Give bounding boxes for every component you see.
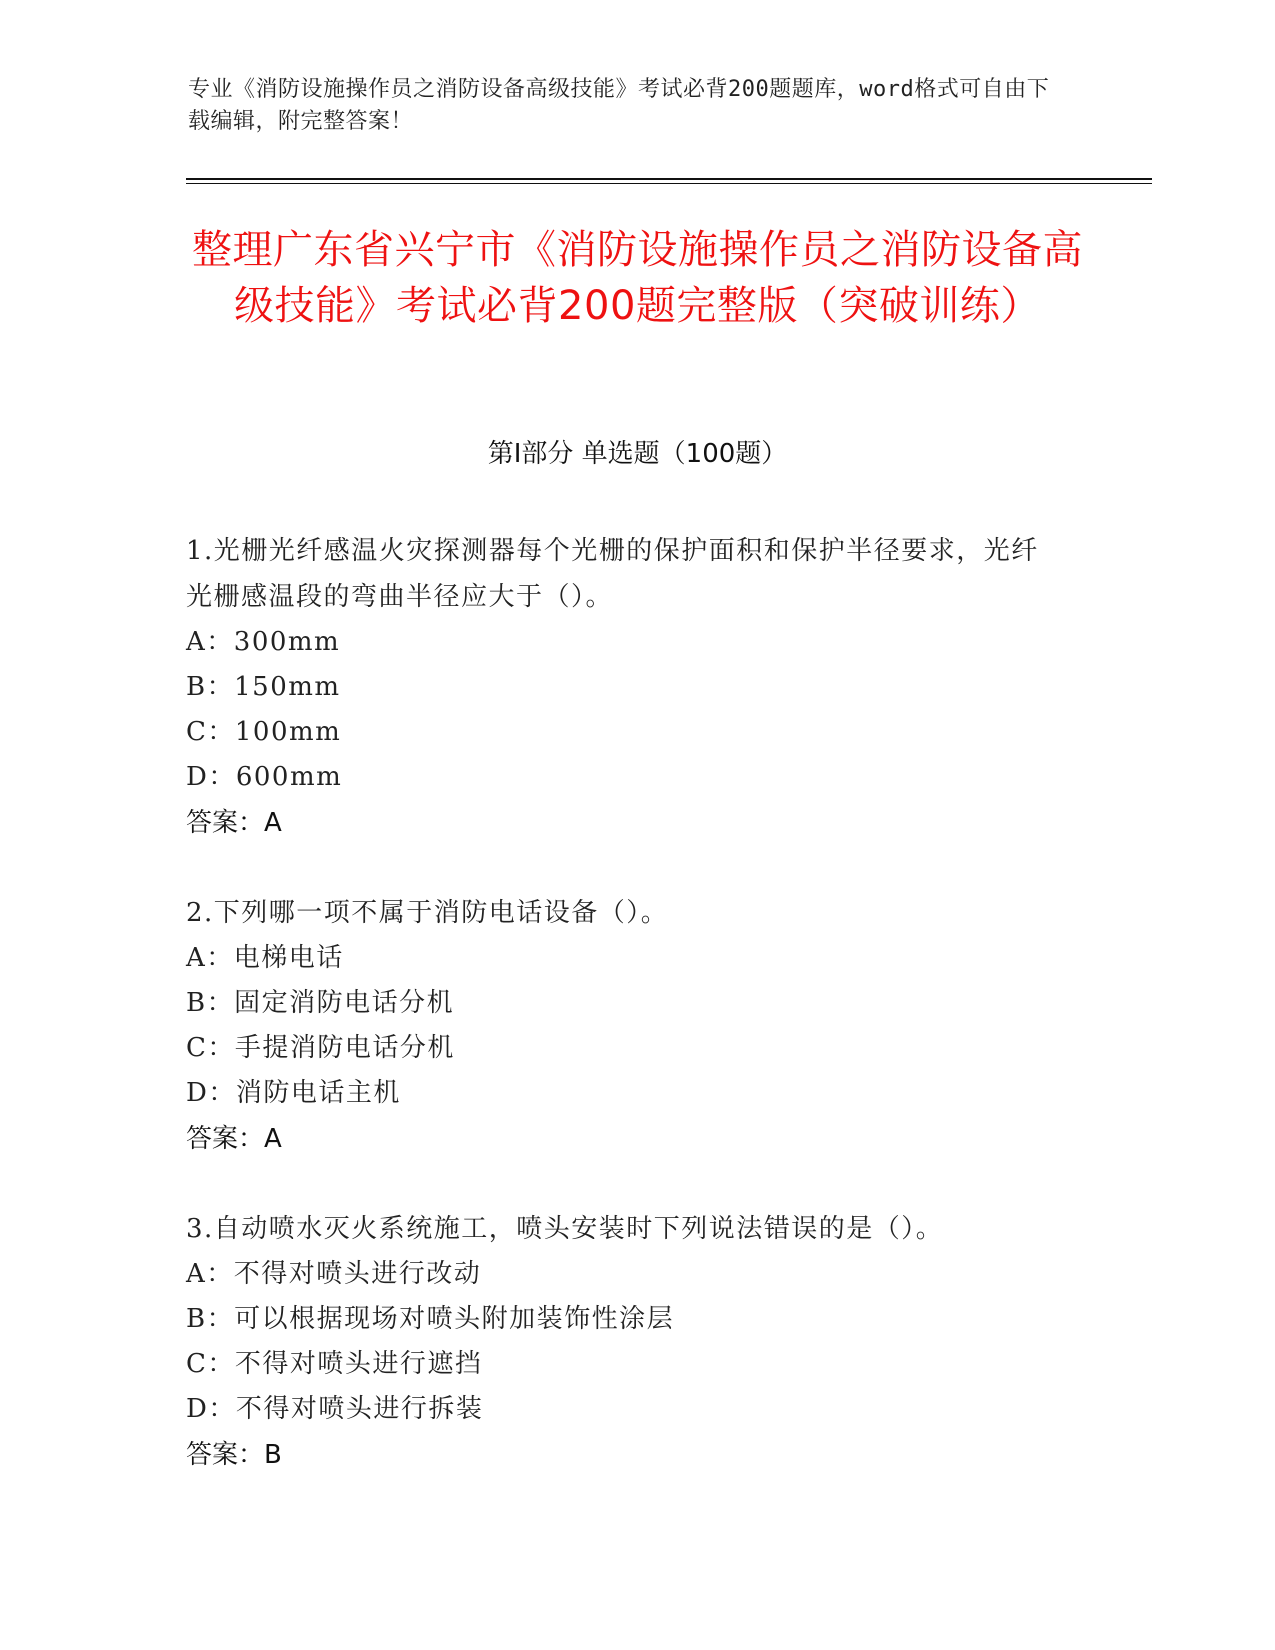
option-c: C：手提消防电话分机 bbox=[186, 1033, 455, 1063]
option-b: B：150mm bbox=[186, 672, 341, 702]
option-a: A：电梯电话 bbox=[186, 943, 344, 973]
option-d: D：600mm bbox=[186, 762, 343, 792]
option-c: C：不得对喷头进行遮挡 bbox=[186, 1349, 483, 1379]
answer-line: 答案：A bbox=[186, 808, 282, 838]
option-b: B：固定消防电话分机 bbox=[186, 988, 455, 1018]
question-item bbox=[186, 1206, 1066, 1478]
option-d: D：消防电话主机 bbox=[186, 1078, 401, 1108]
option-a: A：300mm bbox=[186, 627, 341, 657]
section-heading: 第I部分 单选题（100题） bbox=[487, 439, 788, 469]
option-b: B：可以根据现场对喷头附加装饰性涂层 bbox=[186, 1304, 675, 1334]
question-stem: 2.下列哪一项不属于消防电话设备（）。 bbox=[186, 898, 669, 928]
option-a: A：不得对喷头进行改动 bbox=[186, 1259, 482, 1289]
header-divider-thin bbox=[186, 183, 1152, 184]
option-c: C：100mm bbox=[186, 717, 342, 747]
document-title: 整理广东省兴宁市《消防设施操作员之消防设备高级技能》考试必背200题完整版（突破训练） bbox=[192, 227, 1083, 329]
question-item bbox=[186, 890, 1066, 1162]
header-note: 专业《消防设施操作员之消防设备高级技能》考试必背200题题库，word格式可自由下载编辑，附完整答案！ bbox=[188, 77, 1050, 134]
header-divider-thick bbox=[186, 178, 1152, 180]
question-list bbox=[186, 528, 1066, 1522]
question-stem: 1.光栅光纤感温火灾探测器每个光栅的保护面积和保护半径要求，光纤光栅感温段的弯曲半径应大于（）。 bbox=[186, 536, 1039, 612]
option-d: D：不得对喷头进行拆装 bbox=[186, 1394, 484, 1424]
question-stem: 3.自动喷水灭火系统施工，喷头安装时下列说法错误的是（）。 bbox=[186, 1214, 944, 1244]
answer-line: 答案：A bbox=[186, 1124, 282, 1154]
answer-line: 答案：B bbox=[186, 1440, 282, 1470]
question-item bbox=[186, 528, 1066, 846]
